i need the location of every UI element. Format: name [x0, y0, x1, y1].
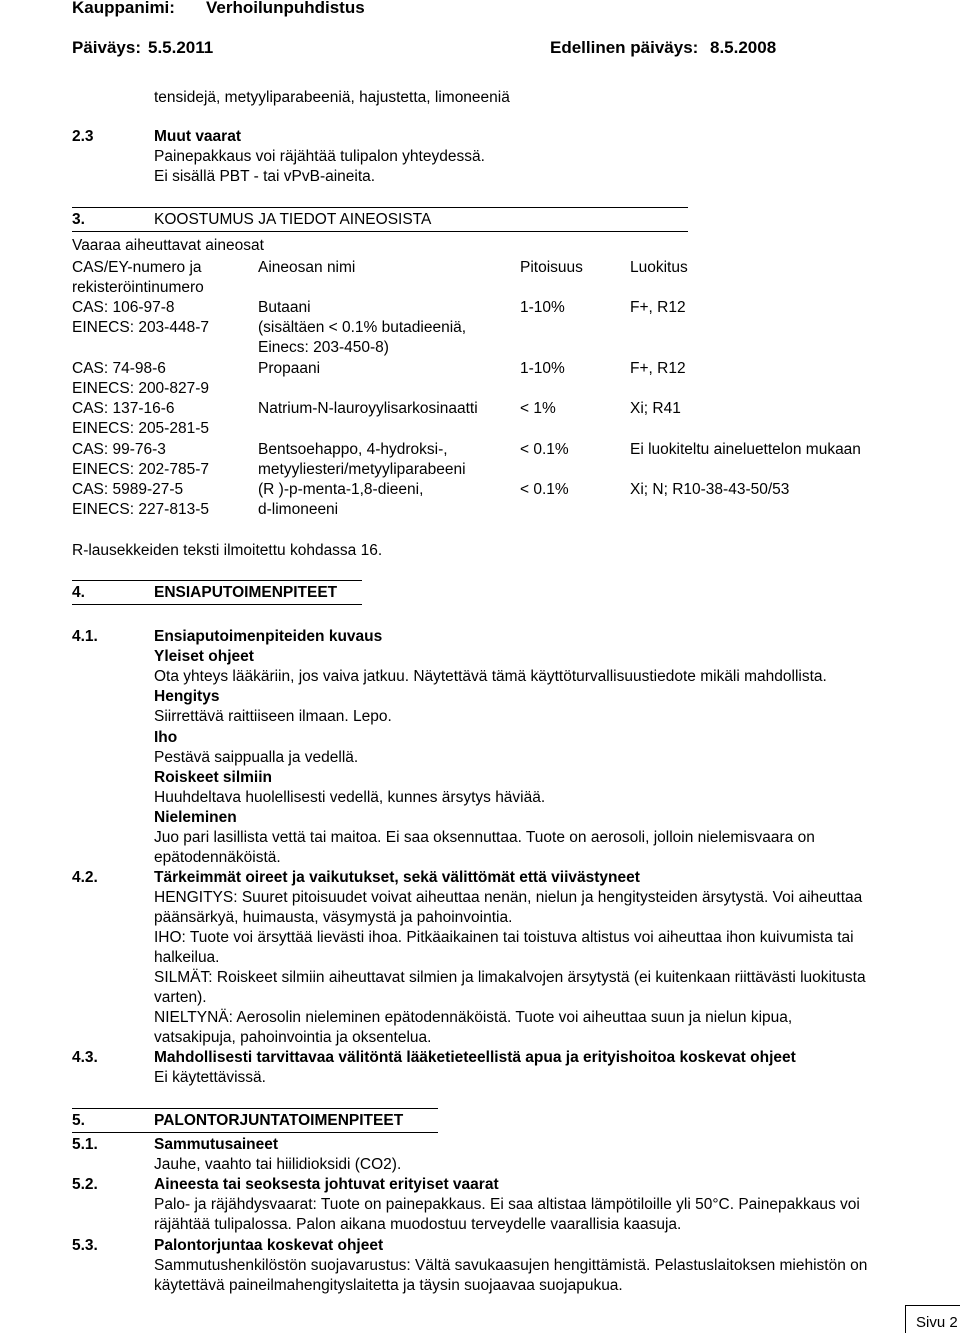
table-row-cas: CAS: 74-98-6 — [72, 360, 166, 377]
section-4-number: 4. — [72, 584, 85, 601]
ingestion-heading: Nieleminen — [154, 809, 237, 826]
s5-3-text-line-1: Sammutushenkilöstön suojavarustus: Vältä savukaasujen hengittämistä. Pelastuslaitoksen miehistön on — [154, 1257, 868, 1274]
table-row-concentration: 1-10% — [520, 299, 565, 316]
tradename-label: Kauppanimi: — [72, 0, 175, 17]
table-row-classification: F+, R12 — [630, 360, 686, 377]
s2-3-line-2: Ei sisällä PBT - tai vPvB-aineita. — [154, 168, 376, 185]
skin-text: Pestävä saippualla ja vedellä. — [154, 749, 359, 766]
table-row-cas: CAS: 5989-27-5 — [72, 481, 184, 498]
table-row-classification: Xi; R41 — [630, 400, 681, 417]
date-value: 5.5.2011 — [148, 38, 214, 57]
table-row-einecs: EINECS: 205-281-5 — [72, 420, 209, 437]
table-row-name: Natrium-N-lauroyylisarkosinaatti — [258, 400, 478, 417]
table-row-name: (R )-p-menta-1,8-dieeni, — [258, 481, 424, 498]
s4-2-eyes-line-2: varten). — [154, 989, 207, 1006]
table-row-concentration: < 0.1% — [520, 441, 569, 458]
table-row-concentration: < 0.1% — [520, 481, 569, 498]
section-4-top-rule — [72, 580, 362, 581]
s5-1-text: Jauhe, vaahto tai hiilidioksidi (CO2). — [154, 1156, 402, 1173]
s4-2-inhalation-line-2: päänsärkyä, huimausta, väsymystä ja pahoinvointia. — [154, 909, 513, 926]
table-row-name: Butaani — [258, 299, 311, 316]
s5-3-text-line-2: käytettävä paineilmahengityslaitetta ja täysin suojaavaa suojapukua. — [154, 1277, 623, 1294]
section-3-top-rule — [72, 207, 688, 208]
s2-3-line-1: Painepakkaus voi räjähtää tulipalon yhteydessä. — [154, 148, 485, 165]
s4-2-skin-line-2: halkeilua. — [154, 949, 220, 966]
s5-3-title: Palontorjuntaa koskevat ohjeet — [154, 1237, 384, 1254]
col-header-cas-2: rekisteröintinumero — [72, 279, 204, 296]
table-row-einecs: EINECS: 203-448-7 — [72, 319, 209, 336]
section-4-bottom-rule — [72, 604, 362, 605]
s4-1-number: 4.1. — [72, 628, 98, 645]
section-5-number: 5. — [72, 1112, 85, 1129]
ingestion-text-line-2: epätodennäköistä. — [154, 849, 281, 866]
table-row-concentration: < 1% — [520, 400, 556, 417]
section-3-subtitle: Vaaraa aiheuttavat aineosat — [72, 237, 264, 254]
table-row-cas: CAS: 137-16-6 — [72, 400, 175, 417]
section-4-title: ENSIAPUTOIMENPITEET — [154, 584, 338, 601]
eye-text: Huuhdeltava huolellisesti vedellä, kunnes ärsytys häviää. — [154, 789, 546, 806]
col-header-cas-1: CAS/EY-numero ja — [72, 259, 202, 276]
previous-date-label: Edellinen päiväys: — [550, 38, 699, 57]
s4-3-title: Mahdollisesti tarvittavaa välitöntä lääketieteellistä apua ja erityishoitoa koskevat ohjeet — [154, 1049, 796, 1066]
table-row-concentration: 1-10% — [520, 360, 565, 377]
s5-2-text-line-2: räjähtää tulipalossa. Palon aikana muodostuu terveydelle vaarallisia kaasuja. — [154, 1216, 682, 1233]
s4-2-number: 4.2. — [72, 869, 98, 886]
tradename-value: Verhoilunpuhdistus — [206, 0, 365, 17]
table-row-name-line-2: (sisältäen < 0.1% butadieeniä, — [258, 319, 467, 336]
section-5-title: PALONTORJUNTATOIMENPITEET — [154, 1112, 404, 1129]
s4-2-skin-line-1: IHO: Tuote voi ärsyttää lievästi ihoa. Pitkäaikainen tai toistuva altistus voi aiheuttaa ihon kuivumista tai — [154, 929, 854, 946]
general-advice-text: Ota yhteys lääkäriin, jos vaiva jatkuu. Näytettävä tämä käyttöturvallisuustiedote mikäli mahdollista. — [154, 668, 827, 685]
col-header-name: Aineosan nimi — [258, 259, 356, 276]
table-row-name: Propaani — [258, 360, 321, 377]
s5-2-number: 5.2. — [72, 1176, 98, 1193]
section-3-number: 3. — [72, 211, 85, 228]
s4-2-eyes-line-1: SILMÄT: Roiskeet silmiin aiheuttavat silmien ja limakalvojen ärsytystä (ei kuitenkaan riittävästi luokitusta — [154, 969, 866, 986]
s4-2-inhalation-line-1: HENGITYS: Suuret pitoisuudet voivat aiheuttaa nenän, nielun ja hengitysteiden ärsytystä. Voi aiheuttaa — [154, 889, 863, 906]
table-row-cas: CAS: 99-76-3 — [72, 441, 166, 458]
s5-2-title: Aineesta tai seoksesta johtuvat erityiset vaarat — [154, 1176, 499, 1193]
inhalation-text: Siirrettävä raittiiseen ilmaan. Lepo. — [154, 708, 392, 725]
section-5-bottom-rule — [72, 1132, 438, 1133]
table-row-name-line-2: d-limoneeni — [258, 501, 339, 518]
s4-3-text: Ei käytettävissä. — [154, 1069, 266, 1086]
s4-1-title: Ensiaputoimenpiteiden kuvaus — [154, 628, 383, 645]
table-row-einecs: EINECS: 202-785-7 — [72, 461, 209, 478]
ingestion-text-line-1: Juo pari lasillista vettä tai maitoa. Ei saa oksennuttaa. Tuote on aerosoli, jolloin nielemisvaara on — [154, 829, 815, 846]
eye-heading: Roiskeet silmiin — [154, 769, 273, 786]
section-3-title: KOOSTUMUS JA TIEDOT AINEOSISTA — [154, 211, 432, 228]
section-3-bottom-rule — [72, 231, 688, 232]
s4-3-number: 4.3. — [72, 1049, 98, 1066]
s5-1-title: Sammutusaineet — [154, 1136, 279, 1153]
table-row-cas: CAS: 106-97-8 — [72, 299, 175, 316]
table-row-einecs: EINECS: 227-813-5 — [72, 501, 209, 518]
s2-3-number: 2.3 — [72, 128, 94, 145]
s4-2-title: Tärkeimmät oireet ja vaikutukset, sekä välittömät että viivästyneet — [154, 869, 640, 886]
skin-heading: Iho — [154, 729, 178, 746]
col-header-classification: Luokitus — [630, 259, 688, 276]
table-row-classification: Ei luokiteltu aineluettelon mukaan — [630, 441, 861, 458]
s4-2-ingestion-line-1: NIELTYNÄ: Aerosolin nieleminen epätodennäköistä. Tuote voi aiheuttaa suun ja nielun kipua, — [154, 1009, 793, 1026]
table-row-classification: Xi; N; R10-38-43-50/53 — [630, 481, 790, 498]
general-advice-heading: Yleiset ohjeet — [154, 648, 254, 665]
inhalation-heading: Hengitys — [154, 688, 220, 705]
table-row-classification: F+, R12 — [630, 299, 686, 316]
section-5-top-rule — [72, 1108, 438, 1109]
s4-2-ingestion-line-2: vatsakipuja, pahoinvointia ja oksentelua. — [154, 1029, 432, 1046]
s2-continuation-line: tensidejä, metyyliparabeeniä, hajustetta, limoneeniä — [154, 89, 510, 106]
date-label: Päiväys: — [72, 38, 141, 57]
s5-1-number: 5.1. — [72, 1136, 98, 1153]
previous-date-value: 8.5.2008 — [710, 38, 777, 57]
s2-3-title: Muut vaarat — [154, 128, 241, 145]
table-row-einecs: EINECS: 200-827-9 — [72, 380, 209, 397]
col-header-concentration: Pitoisuus — [520, 259, 583, 276]
s5-2-text-line-1: Palo- ja räjähdysvaarat: Tuote on painepakkaus. Ei saa altistaa lämpötiloille yli 50°C. Painepakkaus voi — [154, 1196, 860, 1213]
s5-3-number: 5.3. — [72, 1237, 98, 1254]
page-number: Sivu 2 — [916, 1314, 958, 1331]
table-row-name-line-3: Einecs: 203-450-8) — [258, 339, 389, 356]
r-phrases-note: R-lausekkeiden teksti ilmoitettu kohdassa 16. — [72, 542, 383, 559]
table-row-name: Bentsoehappo, 4-hydroksi-, — [258, 441, 448, 458]
table-row-name-line-2: metyyliesteri/metyyliparabeeni — [258, 461, 466, 478]
